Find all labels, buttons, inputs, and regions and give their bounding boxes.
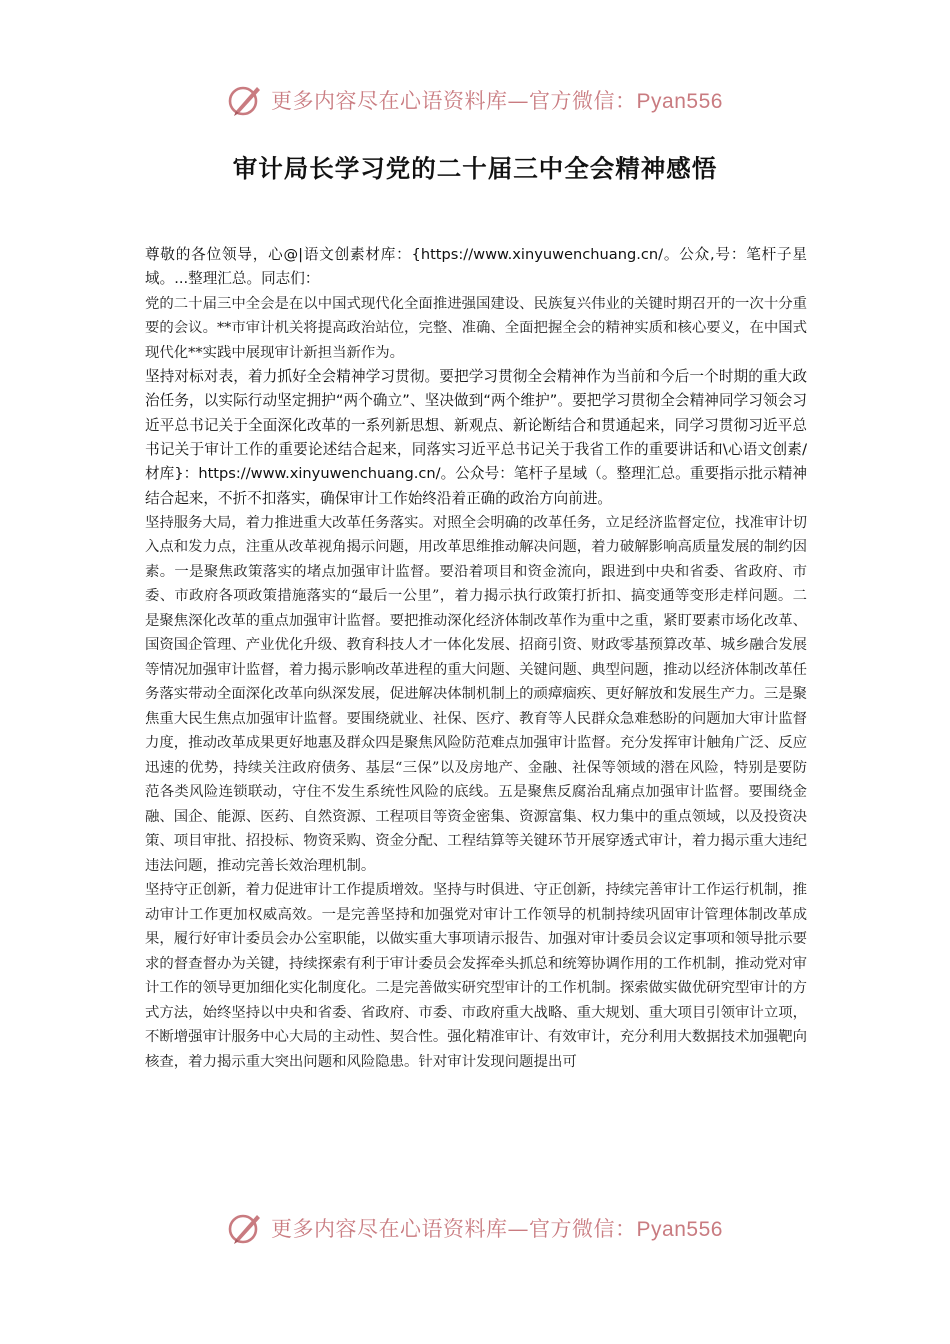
header-banner xyxy=(0,82,950,118)
pen-logo-icon xyxy=(227,1210,263,1246)
document-body xyxy=(145,243,807,1074)
body-paragraph-3: 坚持服务大局，着力推进重大改革任务落实。对照全会明确的改革任务，立足经济监督定位，找准审计切入点和发力点，注重从改革视角揭示问题，用改革思维推动解决问题，着力破解影响高质量发展的制约因素。一是聚焦政策落实的堵点加强审计监督。要沿着项目和资金流向，跟进到中央和省委、省政府、市委、市政府各项政策措施落实的“最后一公里”，着力揭示执行政策打折扣、搞变通等变形走样问题。二是聚焦深化改革的重点加强审计监督。要把推动深化经济体制改革作为重中之重，紧盯要素市场化改革、国资国企管理、产业优化升级、教育科技人才一体化发展、招商引资、财政零基预算改革、城乡融合发展等情况加强审计监督，着力揭示影响改革进程的重大问题、关键问题、典型问题，推动以经济体制改革任务落实带动全面深化改革向纵深发展，促进解决体制机制上的顽瘴痼疾、更好解放和发展生产力。三是聚焦重大民生焦点加强审计监督。要围绕就业、社保、医疗、教育等人民群众急难愁盼的问题加大审计监督力度，推动改革成果更好地惠及群众四是聚焦风险防范难点加强审计监督。充分发挥审计触角广泛、反应迅速的优势，持续关注政府债务、基层“三保”以及房地产、金融、社保等领域的潜在风险，特别是要防范各类风险连锁联动，守住不发生系统性风险的底线。五是聚焦反腐治乱痛点加强审计监督。要围绕金融、国企、能源、医药、自然资源、工程项目等资金密集、资源富集、权力集中的重点领域，以及投资决策、项目审批、招投标、物资采购、资金分配、工程结算等关键环节开展穿透式审计，着力揭示重大违纪违法问题，推动完善长效治理机制。 xyxy=(145,514,807,874)
pen-logo-icon xyxy=(227,82,263,118)
document-title: 审计局长学习党的二十届三中全会精神感悟 xyxy=(232,154,718,183)
wechat-id: Pyan556 xyxy=(636,90,723,113)
body-paragraph-2: 坚持对标对表，着力抓好全会精神学习贯彻。要把学习贯彻全会精神作为当前和今后一个时期的重大政治任务，以实际行动坚定拥护“两个确立”、坚决做到“两个维护”。要把学习贯彻全会精神同学习领会习近平总书记关于全面深化改革的一系列新思想、新观点、新论断结合和贯通起来，同学习贯彻习近平总书记关于审计工作的重要论述结合起来，同落实习近平总书记关于我省工作的重要讲话和\心语文创素/材库}：https://www.xinyuwenchuang.cn/。公众号：笔杆子星域（。整理汇总。重要指示批示精神结合起来，不折不扣落实，确保审计工作始终沿着正确的政治方向前进。 xyxy=(145,368,807,507)
wechat-id: Pyan556 xyxy=(636,1218,723,1241)
banner-label: 更多内容尽在心语资料库—官方微信： xyxy=(271,1217,637,1241)
banner-text xyxy=(271,1213,723,1243)
footer-banner xyxy=(0,1210,950,1246)
intro-paragraph: 尊敬的各位领导，心@|语文创素材库：{https://www.xinyuwenchuang.cn/。公众,号：笔杆子星域。...整理汇总。同志们： xyxy=(145,246,807,288)
body-paragraph-1: 党的二十届三中全会是在以中国式现代化全面推进强国建设、民族复兴伟业的关键时期召开的一次十分重要的会议。**市审计机关将提高政治站位，完整、准确、全面把握全会的精神实质和核心要义，在中国式现代化**实践中展现审计新担当新作为。 xyxy=(145,295,807,361)
body-paragraph-4: 坚持守正创新，着力促进审计工作提质增效。坚持与时俱进、守正创新，持续完善审计工作运行机制，推动审计工作更加权威高效。一是完善坚持和加强党对审计工作领导的机制持续巩固审计管理体制改革成果，履行好审计委员会办公室职能，以做实重大事项请示报告、加强对审计委员会议定事项和领导批示要求的督查督办为关键，持续探索有利于审计委员会发挥牵头抓总和统筹协调作用的工作机制，推动党对审计工作的领导更加细化实化制度化。二是完善做实研究型审计的工作机制。探索做实做优研究型审计的方式方法，始终坚持以中央和省委、省政府、市委、市政府重大战略、重大规划、重大项目引领审计立项，不断增强审计服务中心大局的主动性、契合性。强化精准审计、有效审计，充分利用大数据技术加强靶向核查，着力揭示重大突出问题和风险隐患。针对审计发现问题提出可 xyxy=(145,882,807,1070)
banner-label: 更多内容尽在心语资料库—官方微信： xyxy=(271,89,637,113)
banner-text xyxy=(271,85,723,115)
